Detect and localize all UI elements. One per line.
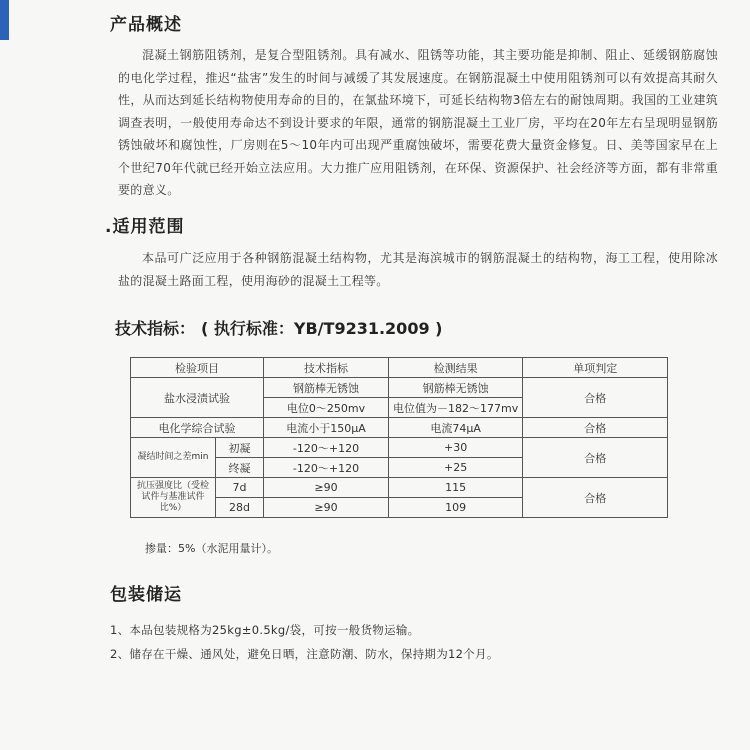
blue-accent-tab xyxy=(0,0,9,40)
salt-spec-1: 钢筋棒无锈蚀 xyxy=(264,378,389,398)
initial-spec: -120～+120 xyxy=(264,438,389,458)
salt-test-label: 盐水浸渍试验 xyxy=(131,378,264,418)
header-test-item: 检验项目 xyxy=(131,358,264,378)
spec-heading-label: 技术指标： xyxy=(115,319,196,338)
table-row xyxy=(131,418,668,438)
header-spec: 技术指标 xyxy=(264,358,389,378)
d7-result: 115 xyxy=(389,478,523,498)
d7-label: 7d xyxy=(216,478,264,498)
header-result: 检测结果 xyxy=(389,358,523,378)
electro-test-label: 电化学综合试验 xyxy=(131,418,264,438)
d28-result: 109 xyxy=(389,498,523,518)
scope-paragraph: 本品可广泛应用于各种钢筋混凝土结构物，尤其是海滨城市的钢筋混凝土的结构物，海工工程，使用除冰盐的混凝土路面工程，使用海砂的混凝土工程等。 xyxy=(118,251,718,288)
overview-paragraph: 混凝土钢筋阻锈剂，是复合型阻锈剂。具有减水、阻锈等功能，其主要功能是抑制、阻止、延缓钢筋腐蚀的电化学过程，推迟“盐害”发生的时间与减缓了其发展速度。在钢筋混凝土中使用阻锈剂可以有效提高其耐久性，从而达到延长结构物使用寿命的目的，在氯盐环境下，可延长结构物3倍左右的耐蚀周期。我国的工业建筑调查表明，一般使用寿命达不到设计要求的年限，通常的钢筋混凝土工业厂房，平均在20年左右呈现明显钢筋锈蚀破坏和腐蚀性，厂房则在5～10年内可出现严重腐蚀破坏，需要花费大量资金修复。日、美等国家早在上个世纪70年代就已经开始立法应用。大力推广应用阻锈剂，在环保、资源保护、社会经济等方面，都有非常重要的意义。 xyxy=(118,48,718,197)
electro-result: 电流74μA xyxy=(389,418,523,438)
final-spec: -120～+120 xyxy=(264,458,389,478)
final-result: +25 xyxy=(389,458,523,478)
d28-label: 28d xyxy=(216,498,264,518)
spec-heading xyxy=(115,316,442,339)
spec-standard: ( 执行标准：YB/T9231.2009 ) xyxy=(201,319,443,338)
d7-spec: ≥90 xyxy=(264,478,389,498)
strength-verdict: 合格 xyxy=(523,478,668,518)
table-header-row xyxy=(131,358,668,378)
table-row xyxy=(131,438,668,458)
salt-verdict: 合格 xyxy=(523,378,668,418)
final-set-label: 终凝 xyxy=(216,458,264,478)
packaging-item-1: 1、本品包装规格为25kg±0.5kg/袋，可按一般货物运输。 xyxy=(110,623,420,637)
table-row xyxy=(131,378,668,398)
dosage-note: 掺量：5%（水泥用量计）。 xyxy=(145,542,278,555)
packaging-title: 包装储运 xyxy=(110,585,182,605)
salt-result-1: 钢筋棒无锈蚀 xyxy=(389,378,523,398)
salt-result-2: 电位值为－182～177mv xyxy=(389,398,523,418)
electro-spec: 电流小于150μA xyxy=(264,418,389,438)
header-verdict: 单项判定 xyxy=(523,358,668,378)
setting-test-label: 凝结时间之差min xyxy=(131,438,216,478)
spec-table xyxy=(130,357,668,518)
overview-title: 产品概述 xyxy=(110,15,182,35)
setting-verdict: 合格 xyxy=(523,438,668,478)
initial-set-label: 初凝 xyxy=(216,438,264,458)
strength-test-label: 抗压强度比（受检试件与基准试件比%） xyxy=(131,478,216,518)
salt-spec-2: 电位0～250mv xyxy=(264,398,389,418)
initial-result: +30 xyxy=(389,438,523,458)
packaging-item-2: 2、储存在干燥、通风处，避免日晒，注意防潮、防水，保持期为12个月。 xyxy=(110,647,499,661)
scope-title: .适用范围 xyxy=(105,217,185,237)
table-row xyxy=(131,478,668,498)
electro-verdict: 合格 xyxy=(523,418,668,438)
d28-spec: ≥90 xyxy=(264,498,389,518)
